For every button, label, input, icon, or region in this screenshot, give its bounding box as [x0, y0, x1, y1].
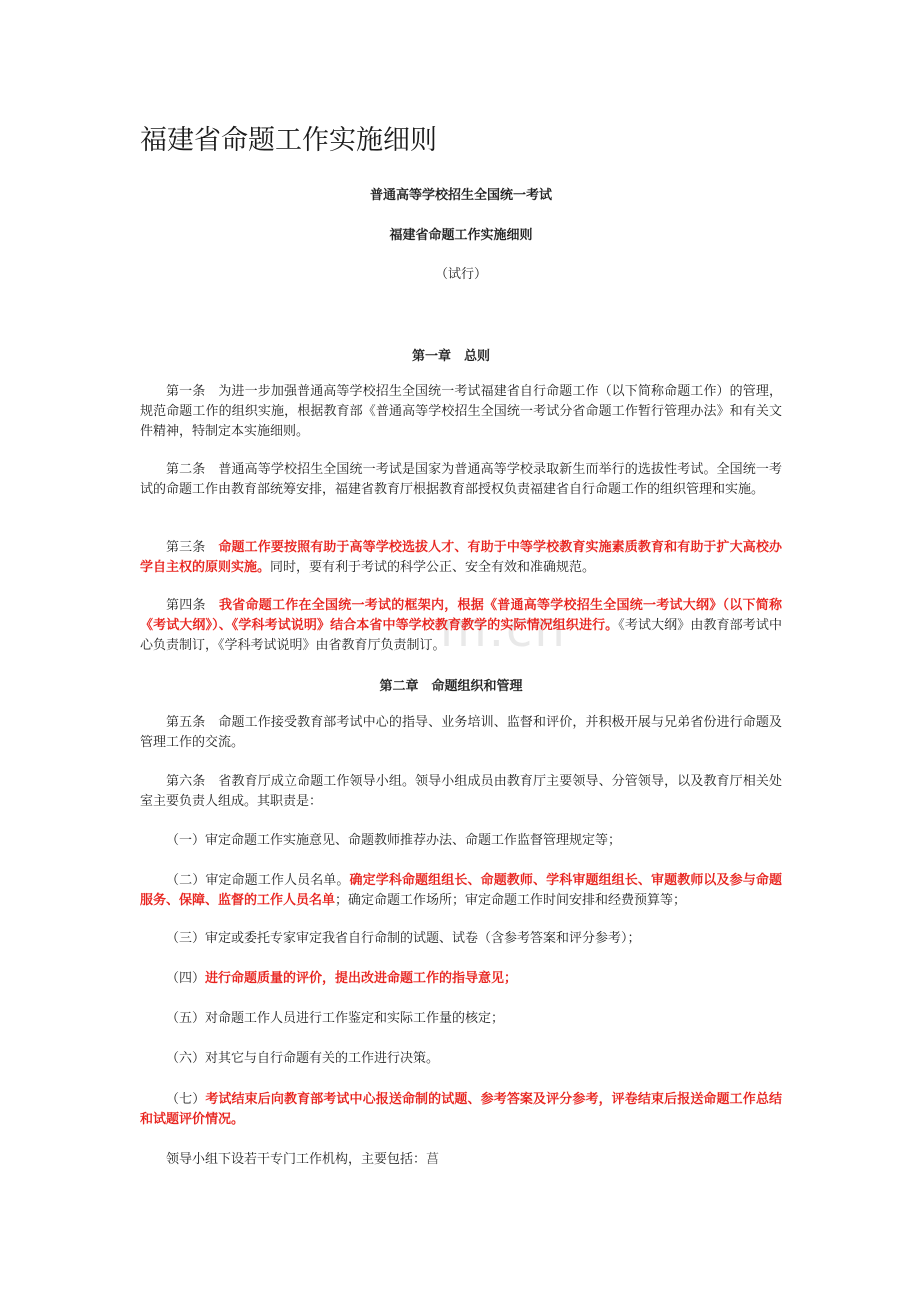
article-5-text: 第五条 命题工作接受教育部考试中心的指导、业务培训、监督和评价，并积极开展与兄弟省份进行命题及管理工作的交流。	[140, 715, 782, 750]
article-3	[140, 538, 782, 578]
subtitle-exam: 普通高等学校招生全国统一考试	[369, 188, 552, 203]
duty-1-text: （一）审定命题工作实施意见、命题教师推荐办法、命题工作监督管理规定等；	[166, 833, 622, 848]
duty-6	[140, 1049, 782, 1069]
duty-3-text: （三）审定或委托专家审定我省自行命制的试题、试卷（含参考答案和评分参考）；	[166, 931, 641, 946]
article-3-highlight: 命题工作要按照有助于高等学校选拔人才、有助于中等学校教育实施素质教育和有助于扩大高校办学自主权的原则实施。	[140, 540, 782, 575]
article-3-label: 第三条	[166, 540, 219, 555]
duty-2	[140, 871, 782, 911]
duty-5-text: （五）对命题工作人员进行工作鉴定和实际工作量的核定；	[166, 1011, 505, 1026]
subtitle-trial: （试行）	[434, 267, 487, 282]
article-4	[140, 596, 782, 656]
duty-7	[140, 1090, 782, 1130]
article-2	[140, 460, 782, 500]
watermark: m.cn	[440, 602, 567, 658]
duty-4-highlight: 进行命题质量的评价，提出改进命题工作的指导意见；	[205, 971, 518, 986]
article-1	[140, 382, 782, 442]
working-bodies-text: 领导小组下设若干专门工作机构，主要包括：	[166, 1152, 427, 1167]
article-4-text: 《考试大纲》由教育部考试中心负责制订，《学科考试说明》由省教育厅负责制订。	[140, 618, 782, 653]
duty-6-text: （六）对其它与自行命题有关的工作进行决策。	[166, 1051, 440, 1066]
duty-5	[140, 1009, 782, 1029]
article-6	[140, 772, 782, 812]
duty-2-label: （二）审定命题工作人员名单。	[166, 873, 350, 888]
article-6-text: 第六条 省教育厅成立命题工作领导小组。领导小组成员由教育厅主要领导、分管领导，以及教育厅相关处室主要负责人组成。其职责是：	[140, 774, 782, 809]
duty-3	[140, 929, 782, 949]
article-5	[140, 713, 782, 753]
duty-7-highlight: 考试结束后向教育部考试中心报送命制的试题、参考答案及评分参考，评卷结束后报送命题工作总结和试题评价情况。	[140, 1092, 782, 1127]
duty-4-label: （四）	[166, 971, 206, 986]
working-bodies	[140, 1150, 782, 1170]
duty-2-text: ；确定命题工作场所；审定命题工作时间安排和经费预算等；	[335, 893, 687, 908]
duty-7-label: （七）	[166, 1092, 206, 1107]
article-3-text: 同时，要有利于考试的科学公正、安全有效和准确规范。	[270, 560, 596, 575]
page-title: 福建省命题工作实施细则	[140, 125, 437, 156]
subtitle-rules: 福建省命题工作实施细则	[389, 228, 533, 243]
stray-glyph: 菖	[426, 1152, 440, 1167]
chapter-1-heading: 第一章 总则	[411, 349, 490, 364]
duty-2-highlight: 确定学科命题组组长、命题教师、学科审题组组长、审题教师以及参与命题服务、保障、监督的工作人员名单	[140, 873, 782, 908]
duty-1	[140, 831, 782, 851]
article-2-text: 第二条 普通高等学校招生全国统一考试是国家为普通高等学校录取新生而举行的选拔性考试。全国统一考试的命题工作由教育部统筹安排，福建省教育厅根据教育部授权负责福建省自行命题工作的组织管理和实施。	[140, 462, 782, 497]
article-1-text: 第一条 为进一步加强普通高等学校招生全国统一考试福建省自行命题工作（以下简称命题工作）的管理，规范命题工作的组织实施，根据教育部《普通高等学校招生全国统一考试分省命题工作暂行管理办法》和有关文件精神，特制定本实施细则。	[140, 384, 782, 439]
article-4-highlight: 我省命题工作在全国统一考试的框架内，根据《普通高等学校招生全国统一考试大纲》（以下简称《考试大纲》）、《学科考试说明》结合本省中等学校教育教学的实际情况组织进行。	[140, 598, 782, 633]
chapter-2-heading: 第二章 命题组织和管理	[379, 679, 523, 694]
duty-4	[140, 969, 782, 989]
article-4-label: 第四条	[166, 598, 219, 613]
